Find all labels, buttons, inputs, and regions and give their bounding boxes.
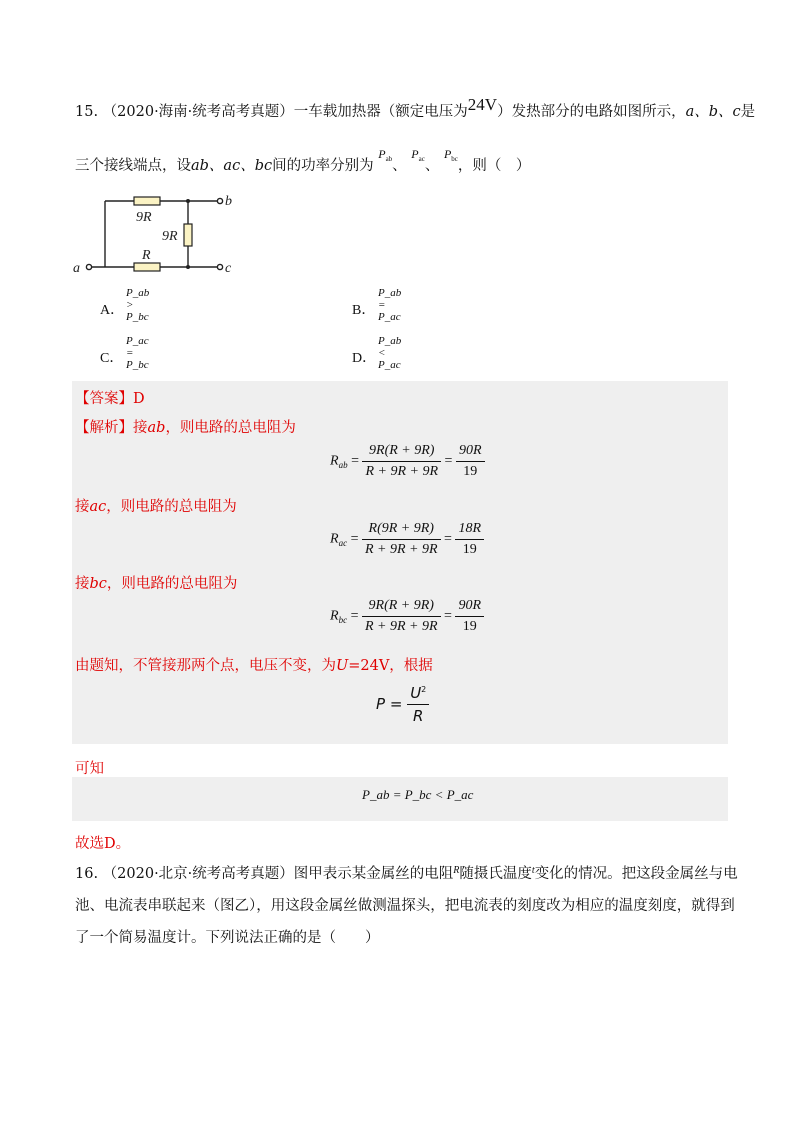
- q16-line2: 池、电流表串联起来（图乙），用这段金属丝做测温探头，把电流表的刻度改为相应的温度刻度，就得到: [75, 898, 735, 914]
- node-b: b: [225, 194, 232, 209]
- analysis-line3: 接bc，则电路的总电阻为: [75, 576, 238, 592]
- q15-line1: 15. （2020·海南·统考高考真题）一车载加热器（额定电压为24V）发热部分的电路如图所示，a、b、c是: [75, 95, 756, 120]
- option-a-expr: P_ab > P_bc: [126, 287, 150, 323]
- option-b-expr: P_ab = P_ac: [378, 287, 402, 323]
- formula-r-bc: $R_{bc}$ = $\frac{9R(R + 9R)}{R + 9R + 9R}$ = $\frac{90R}{19}$: [330, 598, 484, 635]
- answer-line: 【答案】D: [75, 391, 145, 407]
- q15-line2: 三个接线端点，设ab、ac、bc间的功率分别为 $^{P_{ab}}$、 $^{P_{ac}}$、 $^{P_{bc}}$，则（ ）: [75, 147, 531, 174]
- label-res-vertical: 9R: [162, 229, 178, 244]
- option-c-expr: P_ac = P_bc: [126, 335, 149, 371]
- formula-power: P = $\frac{U^2}{R}$: [376, 684, 429, 725]
- q16-line1: 16. （2020·北京·统考高考真题）图甲表示某金属丝的电阻$^R$随摄氏温度$^t$变化的情况。把这段金属丝与电: [75, 865, 738, 882]
- label-res-top: 9R: [136, 210, 152, 225]
- option-d-expr: P_ab < P_ac: [378, 335, 402, 371]
- analysis-line6: 故选D。: [75, 836, 131, 852]
- label-res-bottom: R: [142, 248, 151, 263]
- resistor-bottom: [134, 263, 160, 271]
- p-ac-symbol: Pac: [411, 147, 425, 163]
- formula-r-ac: $R_{ac}$ = $\frac{R(9R + 9R)}{R + 9R + 9R}$ = $\frac{18R}{19}$: [330, 521, 484, 558]
- formula-conclusion: P_ab = P_bc < P_ac: [362, 787, 474, 802]
- p-bc-symbol: Pbc: [443, 147, 458, 163]
- formula-r-ab: $R_{ab}$ = $\frac{9R(R + 9R)}{R + 9R + 9R}$ = $\frac{90R}{19}$: [330, 443, 485, 480]
- analysis-line4: 由题知，不管接那两个点，电压不变，为U=24V，根据: [75, 658, 433, 674]
- resistor-top: [134, 197, 160, 205]
- node-c: c: [225, 261, 232, 276]
- resistor-vertical: [184, 224, 192, 246]
- node-a: a: [73, 261, 80, 276]
- p-ab-symbol: Pab: [378, 147, 393, 163]
- analysis-line2: 接ac，则电路的总电阻为: [75, 499, 237, 515]
- circuit-diagram: [72, 190, 242, 280]
- q16-line3: 了一个简易温度计。下列说法正确的是（ ）: [75, 930, 380, 946]
- analysis-line5: 可知: [75, 761, 104, 777]
- analysis-line1: 【解析】接ab，则电路的总电阻为: [75, 420, 296, 436]
